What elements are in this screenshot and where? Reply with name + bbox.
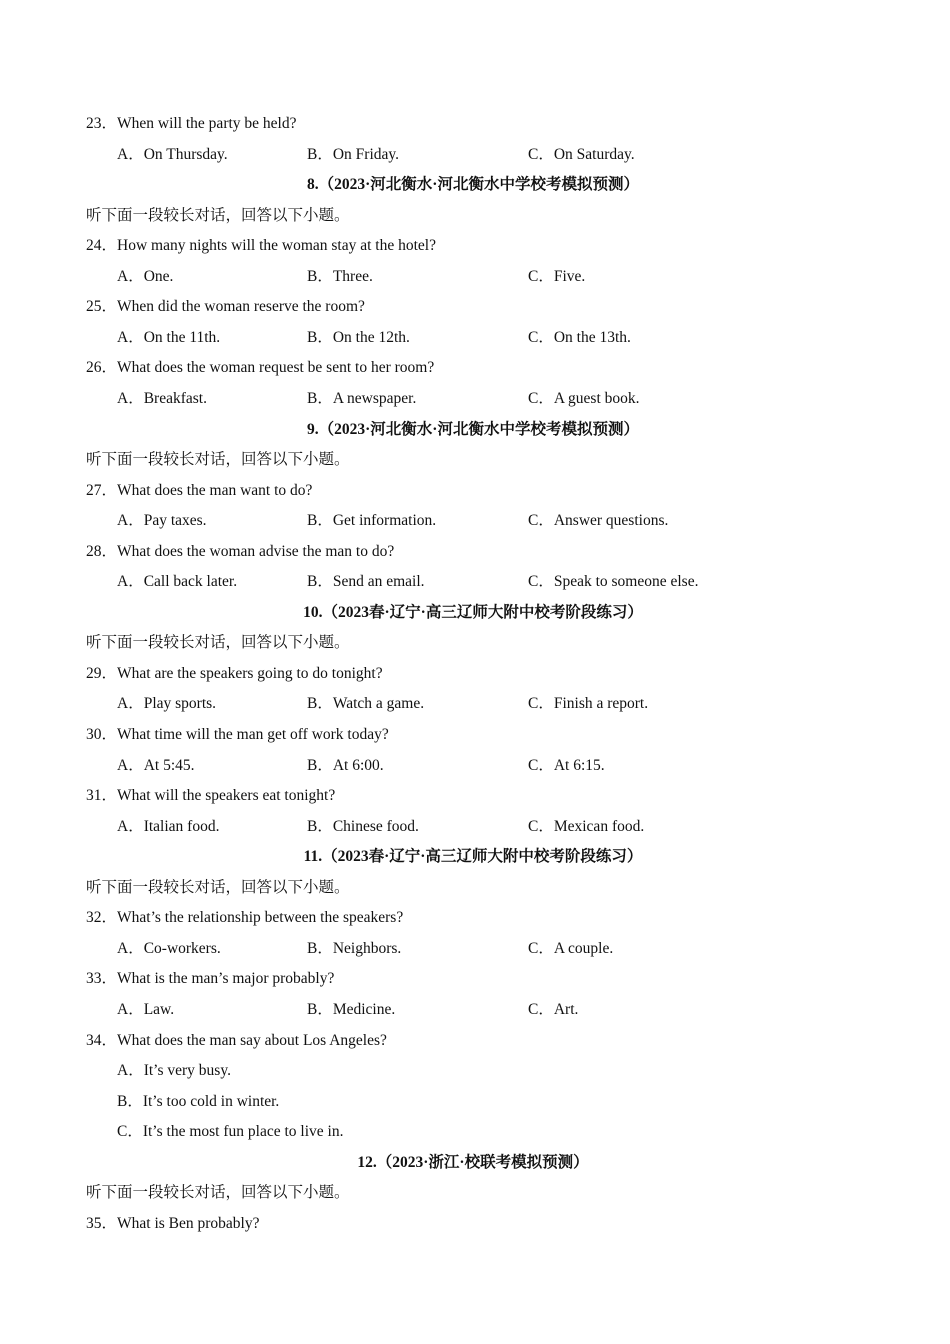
option-a: A．On Thursday. — [117, 146, 228, 163]
question-24: 24．How many nights will the woman stay at the hotel? — [86, 237, 436, 254]
options-row — [0, 755, 950, 777]
options-row — [0, 144, 950, 166]
options-row — [0, 571, 950, 593]
option-b: B．On Friday. — [307, 146, 399, 163]
option-a: A．Law. — [117, 1001, 175, 1018]
option-b: B．A newspaper. — [307, 390, 417, 407]
option-c: C．At 6:15. — [528, 757, 605, 774]
section-instruction: 听下面一段较长对话，回答以下小题。 — [86, 1184, 350, 1201]
option-b: B．Medicine. — [307, 1001, 396, 1018]
options-row — [0, 1091, 950, 1113]
question-29: 29．What are the speakers going to do tonight? — [86, 665, 383, 682]
options-row — [0, 1121, 950, 1143]
option-a: A．Italian food. — [117, 818, 220, 835]
section-instruction: 听下面一段较长对话，回答以下小题。 — [86, 634, 350, 651]
options-row — [0, 327, 950, 349]
option-a: A．On the 11th. — [117, 329, 221, 346]
options-row — [0, 266, 950, 288]
option-c: C．On the 13th. — [528, 329, 631, 346]
option-b: B．Three. — [307, 268, 373, 285]
option-c: C．A guest book. — [528, 390, 640, 407]
options-row — [0, 816, 950, 838]
option-c: C．Five. — [528, 268, 586, 285]
option-b: B．Watch a game. — [307, 695, 425, 712]
section-heading: 8.（2023·河北衡水·河北衡水中学校考模拟预测） — [307, 176, 639, 193]
option-a: A．At 5:45. — [117, 757, 195, 774]
section-instruction: 听下面一段较长对话，回答以下小题。 — [86, 879, 350, 896]
option-c: C．Art. — [528, 1001, 579, 1018]
option-c: C．Mexican food. — [528, 818, 645, 835]
question-32: 32．What’s the relationship between the speakers? — [86, 909, 404, 926]
question-28: 28．What does the woman advise the man to do? — [86, 543, 395, 560]
question-26: 26．What does the woman request be sent to her room? — [86, 359, 435, 376]
option-b: B．It’s too cold in winter. — [117, 1093, 280, 1110]
section-heading: 11.（2023春·辽宁·高三辽师大附中校考阶段练习） — [303, 848, 643, 865]
section-instruction: 听下面一段较长对话，回答以下小题。 — [86, 207, 350, 224]
option-a: A．Call back later. — [117, 573, 238, 590]
section-instruction: 听下面一段较长对话，回答以下小题。 — [86, 451, 350, 468]
question-27: 27．What does the man want to do? — [86, 482, 313, 499]
question-31: 31．What will the speakers eat tonight? — [86, 787, 336, 804]
option-a: A．Play sports. — [117, 695, 217, 712]
option-b: B．At 6:00. — [307, 757, 384, 774]
option-a: A．One. — [117, 268, 174, 285]
option-c: C．Answer questions. — [528, 512, 669, 529]
option-c: C．On Saturday. — [528, 146, 635, 163]
question-33: 33．What is the man’s major probably? — [86, 970, 335, 987]
options-row — [0, 693, 950, 715]
option-b: B．Send an email. — [307, 573, 425, 590]
option-c: C．A couple. — [528, 940, 614, 957]
option-b: B．Chinese food. — [307, 818, 419, 835]
question-35: 35．What is Ben probably? — [86, 1215, 260, 1232]
option-a: A．Pay taxes. — [117, 512, 207, 529]
question-23: 23．When will the party be held? — [86, 115, 297, 132]
option-c: C．It’s the most fun place to live in. — [117, 1123, 344, 1140]
question-30: 30．What time will the man get off work today? — [86, 726, 389, 743]
option-a: A．Co-workers. — [117, 940, 221, 957]
question-34: 34．What does the man say about Los Angeles? — [86, 1032, 387, 1049]
options-row — [0, 388, 950, 410]
option-a: A．It’s very busy. — [117, 1062, 231, 1079]
section-heading: 9.（2023·河北衡水·河北衡水中学校考模拟预测） — [307, 421, 639, 438]
options-row — [0, 938, 950, 960]
section-heading: 12.（2023·浙江·校联考模拟预测） — [357, 1154, 589, 1171]
option-a: A．Breakfast. — [117, 390, 207, 407]
options-row — [0, 999, 950, 1021]
option-c: C．Finish a report. — [528, 695, 649, 712]
option-b: B．Get information. — [307, 512, 437, 529]
options-row — [0, 510, 950, 532]
option-c: C．Speak to someone else. — [528, 573, 699, 590]
question-25: 25．When did the woman reserve the room? — [86, 298, 365, 315]
option-b: B．On the 12th. — [307, 329, 410, 346]
section-heading: 10.（2023春·辽宁·高三辽师大附中校考阶段练习） — [303, 604, 643, 621]
options-row — [0, 1060, 950, 1082]
option-b: B．Neighbors. — [307, 940, 402, 957]
